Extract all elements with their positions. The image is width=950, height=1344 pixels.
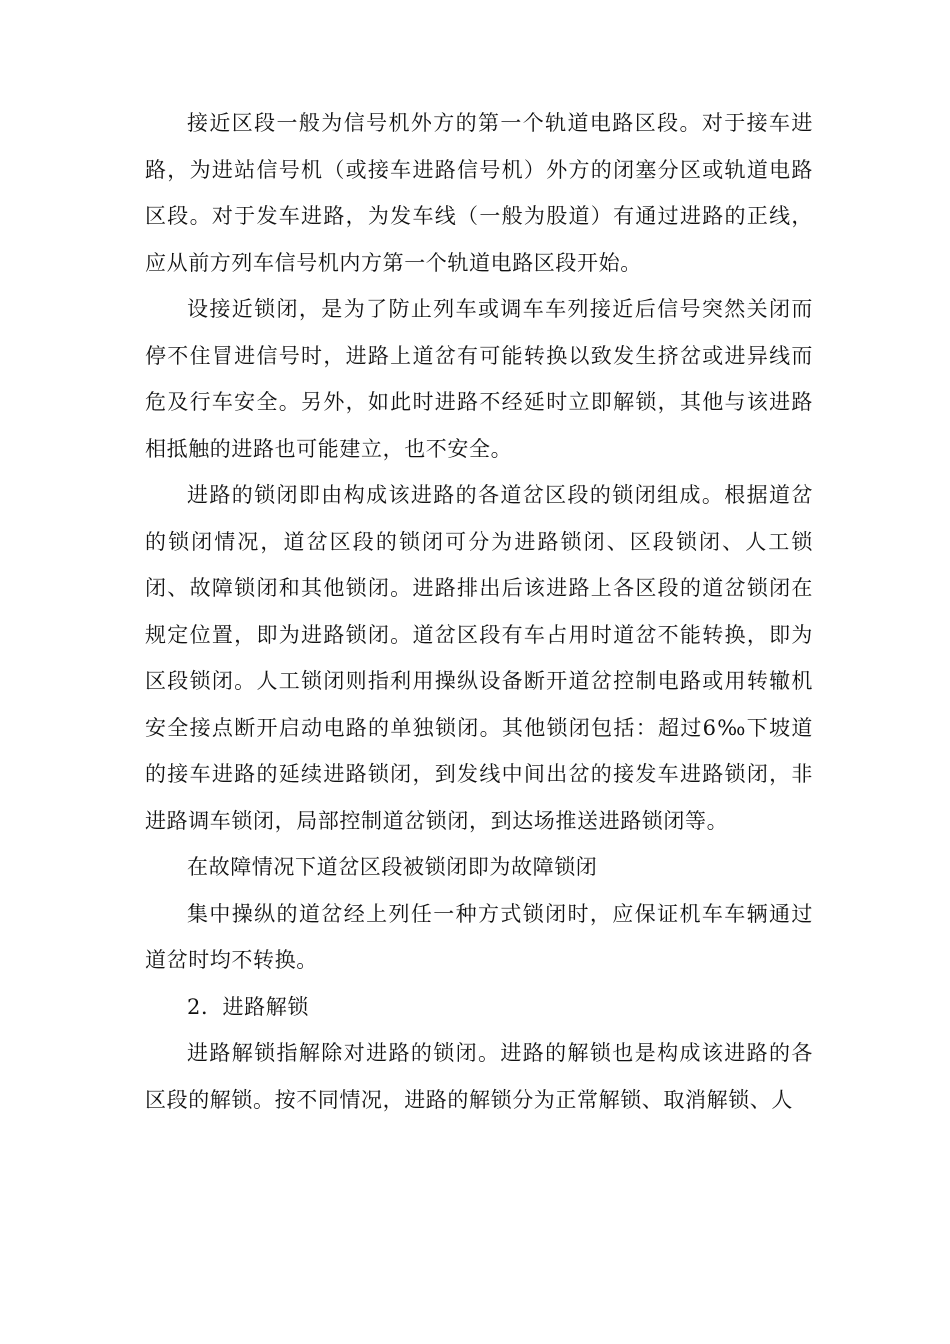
document-body	[145, 100, 813, 1123]
section-heading: 2．进路解锁	[187, 994, 309, 1019]
paragraph-fault-locking: 在故障情况下道岔区段被锁闭即为故障锁闭	[187, 855, 598, 879]
paragraph-route-locking: 进路的锁闭即由构成该进路的各道岔区段的锁闭组成。根据道岔的锁闭情况，道岔区段的锁闭可分为进路锁闭、区段锁闭、人工锁闭、故障锁闭和其他锁闭。进路排出后该进路上各区段的道岔锁闭在规定位置，即为进路锁闭。道岔区段有车占用时道岔不能转换，即为区段锁闭。人工锁闭则指利用操纵设备断开道岔控制电路或用转辙机安全接点断开启动电路的单独锁闭。其他锁闭包括：超过6‰下坡道的接车进路的延续进路锁闭，到发线中间出岔的接发车进路锁闭，非进路调车锁闭，局部控制道岔锁闭，到达场推送进路锁闭等。	[145, 483, 813, 833]
paragraph-approach-locking: 设接近锁闭，是为了防止列车或调车车列接近后信号突然关闭而停不住冒进信号时，进路上道岔有可能转换以致发生挤岔或进异线而危及行车安全。另外，如此时进路不经延时立即解锁，其他与该进路相抵触的进路也可能建立，也不安全。	[145, 297, 813, 461]
paragraph-route-release: 进路解锁指解除对进路的锁闭。进路的解锁也是构成该进路的各区段的解锁。按不同情况，进路的解锁分为正常解锁、取消解锁、人	[145, 1041, 813, 1112]
paragraph-centralized-switch: 集中操纵的道岔经上列任一种方式锁闭时，应保证机车车辆通过道岔时均不转换。	[145, 901, 813, 972]
paragraph-approach-section: 接近区段一般为信号机外方的第一个轨道电路区段。对于接车进路，为进站信号机（或接车进路信号机）外方的闭塞分区或轨道电路区段。对于发车进路，为发车线（一般为股道）有通过进路的正线，应从前方列车信号机内方第一个轨道电路区段开始。	[145, 111, 813, 275]
